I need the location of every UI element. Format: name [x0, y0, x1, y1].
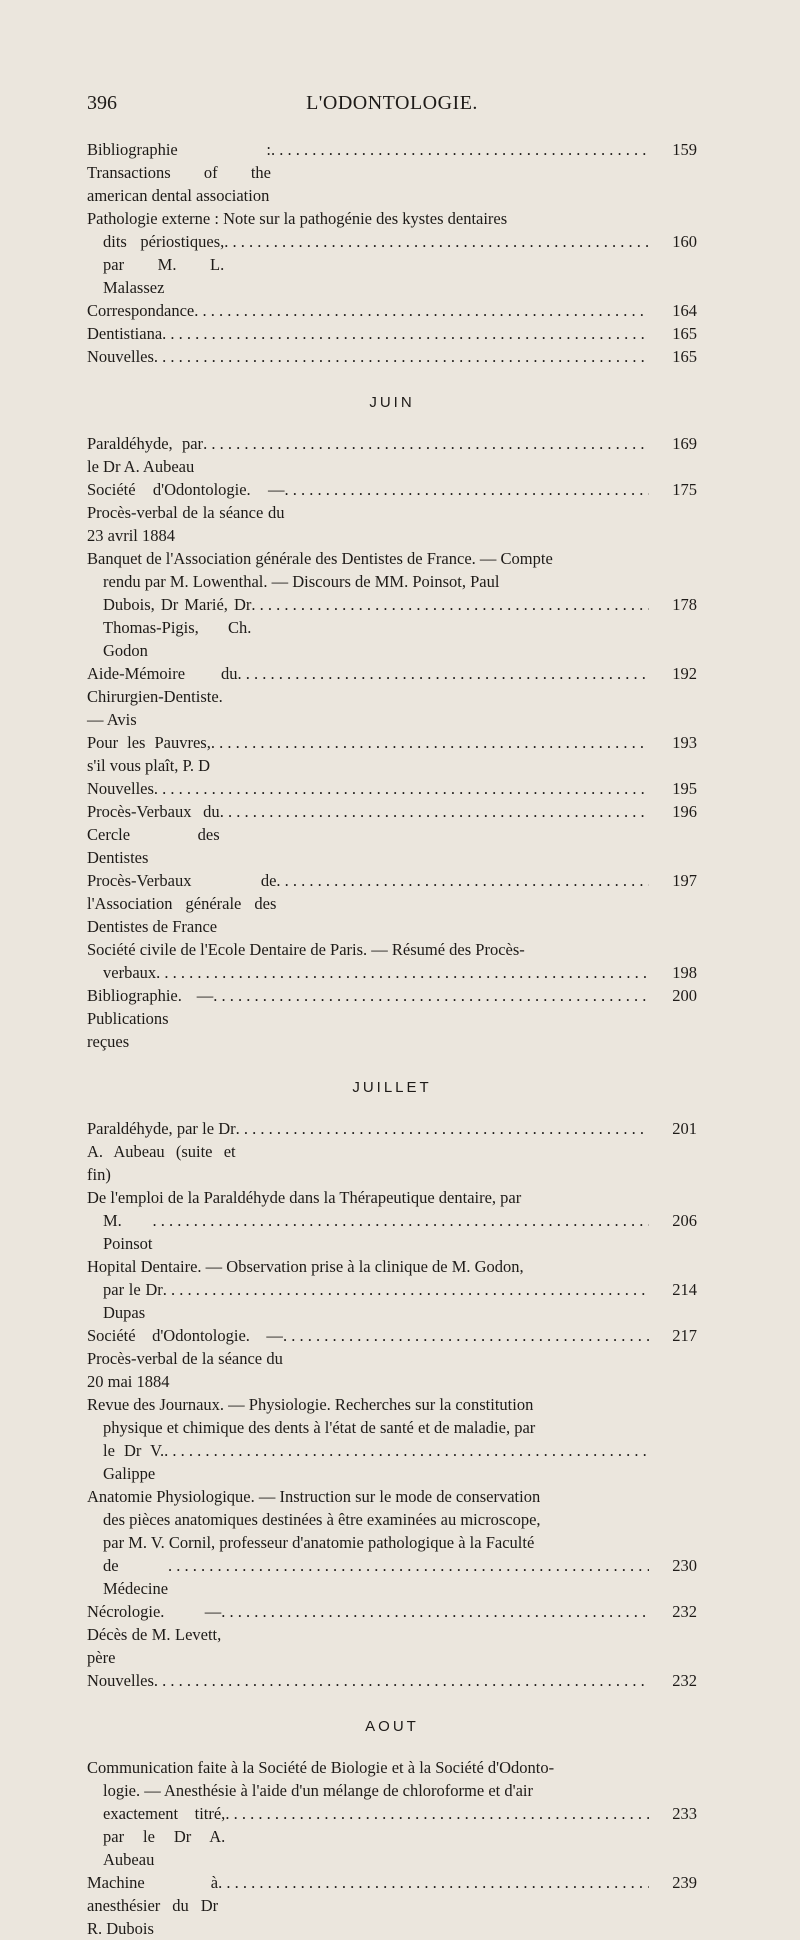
- dot-leader: [156, 961, 649, 984]
- toc-entry: [87, 1324, 697, 1393]
- toc-entry-continuation: [87, 1439, 697, 1485]
- page-ref: 195: [672, 779, 697, 798]
- toc-entry: [87, 1871, 697, 1940]
- dot-leader: [238, 662, 649, 685]
- page-ref: 165: [672, 347, 697, 366]
- entry-text: Procès-Verbaux de l'Association générale des Dentistes de France: [87, 871, 277, 936]
- entry-text: Hopital Dentaire. — Observation prise à la clinique de M. Godon,: [87, 1257, 524, 1276]
- toc-entry: [87, 432, 697, 478]
- entry-text: Correspondance: [87, 301, 195, 320]
- entry-text: Nouvelles: [87, 347, 154, 366]
- section-title: AOUT: [365, 1718, 419, 1735]
- dot-leader: [211, 731, 649, 754]
- dot-leader: [251, 593, 649, 616]
- entry-text: Banquet de l'Association générale des Dentistes de France. — Compte: [87, 549, 553, 568]
- toc-entry: [87, 299, 697, 322]
- table-of-contents: [87, 138, 697, 1940]
- entry-text: dits périostiques, par M. L. Malassez: [103, 232, 225, 297]
- page-number: 396: [87, 92, 117, 114]
- dot-leader: [194, 299, 649, 322]
- toc-entry: [87, 478, 697, 547]
- page-ref: 178: [672, 595, 697, 614]
- entry-text: Société civile de l'Ecole Dentaire de Paris. — Résumé des Procès-: [87, 940, 525, 959]
- dot-leader: [153, 1209, 649, 1232]
- toc-entry: [87, 1186, 697, 1209]
- entry-text: le Dr V. Galippe: [103, 1441, 165, 1483]
- dot-leader: [154, 345, 649, 368]
- dot-leader: [154, 777, 649, 800]
- page-ref: 217: [672, 1326, 697, 1345]
- dot-leader: [284, 478, 649, 501]
- entry-text: Pour les Pauvres, s'il vous plaît, P. D: [87, 733, 211, 775]
- entry-text: logie. — Anesthésie à l'aide d'un mélange de chloroforme et d'air: [103, 1781, 533, 1800]
- page-ref: 160: [672, 232, 697, 251]
- entry-text: rendu par M. Lowenthal. — Discours de MM. Poinsot, Paul: [103, 572, 500, 591]
- page-ref: 233: [672, 1804, 697, 1823]
- toc-entry-continuation: [87, 1531, 697, 1554]
- toc-entry: [87, 869, 697, 938]
- entry-text: Nouvelles: [87, 779, 154, 798]
- entry-text: par le Dr Dupas: [103, 1280, 163, 1322]
- page-ref: 239: [672, 1873, 697, 1892]
- dot-leader: [218, 1871, 649, 1894]
- entry-text: Nécrologie. — Décès de M. Levett, père: [87, 1602, 222, 1667]
- toc-entry: [87, 322, 697, 345]
- entry-text: Revue des Journaux. — Physiologie. Recherches sur la constitution: [87, 1395, 534, 1414]
- entry-text: Bibliographie : Transactions of the american dental association: [87, 140, 271, 205]
- toc-entry-continuation: [87, 593, 697, 662]
- entry-text: verbaux: [103, 963, 157, 982]
- page-ref: 232: [672, 1602, 697, 1621]
- page-ref: 230: [672, 1556, 697, 1575]
- toc-entry: [87, 345, 697, 368]
- entry-text: Société d'Odontologie. — Procès-verbal de la séance du 20 mai 1884: [87, 1326, 283, 1391]
- page-header: [87, 92, 697, 116]
- entry-text: Dentistiana: [87, 324, 163, 343]
- section-title: JUIN: [369, 394, 415, 411]
- toc-entry-continuation: [87, 1416, 697, 1439]
- dot-leader: [154, 1669, 649, 1692]
- dot-leader: [164, 1439, 649, 1462]
- dot-leader: [203, 432, 649, 455]
- toc-entry-continuation: [87, 1209, 697, 1255]
- toc-entry: [87, 731, 697, 777]
- toc-entry: [87, 777, 697, 800]
- page-ref: 175: [672, 480, 697, 499]
- entry-text: De l'emploi de la Paraldéhyde dans la Thérapeutique dentaire, par: [87, 1188, 522, 1207]
- toc-entry: [87, 547, 697, 570]
- dot-leader: [271, 138, 649, 161]
- toc-entry: [87, 207, 697, 230]
- page-ref: 159: [672, 140, 697, 159]
- toc-entry-continuation: [87, 1278, 697, 1324]
- entry-text: Machine à anesthésier du Dr R. Dubois: [87, 1873, 219, 1938]
- page-ref: 198: [672, 963, 697, 982]
- page-ref: 192: [672, 664, 697, 683]
- toc-entry: [87, 1669, 697, 1692]
- toc-entry-continuation: [87, 230, 697, 299]
- dot-leader: [220, 800, 649, 823]
- page-ref: 193: [672, 733, 697, 752]
- dot-leader: [213, 984, 649, 1007]
- dot-leader: [236, 1117, 649, 1140]
- entry-text: Procès-Verbaux du Cercle des Dentistes: [87, 802, 220, 867]
- toc-entry-continuation: [87, 570, 697, 593]
- page-ref: 165: [672, 324, 697, 343]
- toc-entry-continuation: [87, 1554, 697, 1600]
- entry-text: Communication faite à la Société de Biologie et à la Société d'Odonto-: [87, 1758, 555, 1777]
- entry-text: Société d'Odontologie. — Procès-verbal de la séance du 23 avril 1884: [87, 480, 285, 545]
- toc-entry: [87, 984, 697, 1053]
- page-ref: 200: [672, 986, 697, 1005]
- entry-text: exactement titré, par le Dr A. Aubeau: [103, 1804, 226, 1869]
- entry-text: Anatomie Physiologique. — Instruction sur le mode de conservation: [87, 1487, 541, 1506]
- dot-leader: [225, 1802, 649, 1825]
- toc-entry: [87, 800, 697, 869]
- page-ref: 169: [672, 434, 697, 453]
- entry-text: M. Poinsot: [103, 1211, 153, 1253]
- page-ref: 164: [672, 301, 697, 320]
- running-title: L'ODONTOLOGIE.: [306, 92, 478, 114]
- dot-leader: [163, 1278, 649, 1301]
- page-ref: 232: [672, 1671, 697, 1690]
- page-ref: 196: [672, 802, 697, 821]
- toc-entry-continuation: [87, 961, 697, 984]
- toc-entry-continuation: [87, 1779, 697, 1802]
- toc-entry-continuation: [87, 1802, 697, 1871]
- dot-leader: [221, 1600, 649, 1623]
- page-ref: 206: [672, 1211, 697, 1230]
- entry-text: de Médecine: [103, 1556, 169, 1598]
- page-ref: 197: [672, 871, 697, 890]
- page-ref: 214: [672, 1280, 697, 1299]
- toc-entry-continuation: [87, 1508, 697, 1531]
- toc-entry: [87, 1117, 697, 1186]
- dot-leader: [162, 322, 649, 345]
- entry-text: physique et chimique des dents à l'état de santé et de maladie, par: [103, 1418, 536, 1437]
- entry-text: Nouvelles: [87, 1671, 154, 1690]
- toc-entry: [87, 1600, 697, 1669]
- entry-text: Dubois, Dr Marié, Dr Thomas-Pigis, Ch. Godon: [103, 595, 252, 660]
- dot-leader: [283, 1324, 649, 1347]
- entry-text: Pathologie externe : Note sur la pathogénie des kystes dentaires: [87, 209, 508, 228]
- entry-text: Paraldéhyde, par le Dr A. Aubeau (suite et fin): [87, 1119, 236, 1184]
- toc-entry: [87, 138, 697, 207]
- toc-entry: [87, 1756, 697, 1779]
- dot-leader: [224, 230, 649, 253]
- entry-text: par M. V. Cornil, professeur d'anatomie pathologique à la Faculté: [103, 1533, 535, 1552]
- entry-text: Bibliographie. — Publications reçues: [87, 986, 214, 1051]
- entry-text: des pièces anatomiques destinées à être examinées au microscope,: [103, 1510, 541, 1529]
- dot-leader: [168, 1554, 649, 1577]
- entry-text: Paraldéhyde, par le Dr A. Aubeau: [87, 434, 204, 476]
- toc-entry: [87, 938, 697, 961]
- toc-entry: [87, 662, 697, 731]
- toc-entry: [87, 1255, 697, 1278]
- toc-entry: [87, 1393, 697, 1416]
- section-title: JUILLET: [352, 1079, 432, 1096]
- dot-leader: [276, 869, 649, 892]
- page-ref: 201: [672, 1119, 697, 1138]
- toc-entry: [87, 1485, 697, 1508]
- entry-text: Aide-Mémoire du Chirurgien-Dentiste. — Avis: [87, 664, 238, 729]
